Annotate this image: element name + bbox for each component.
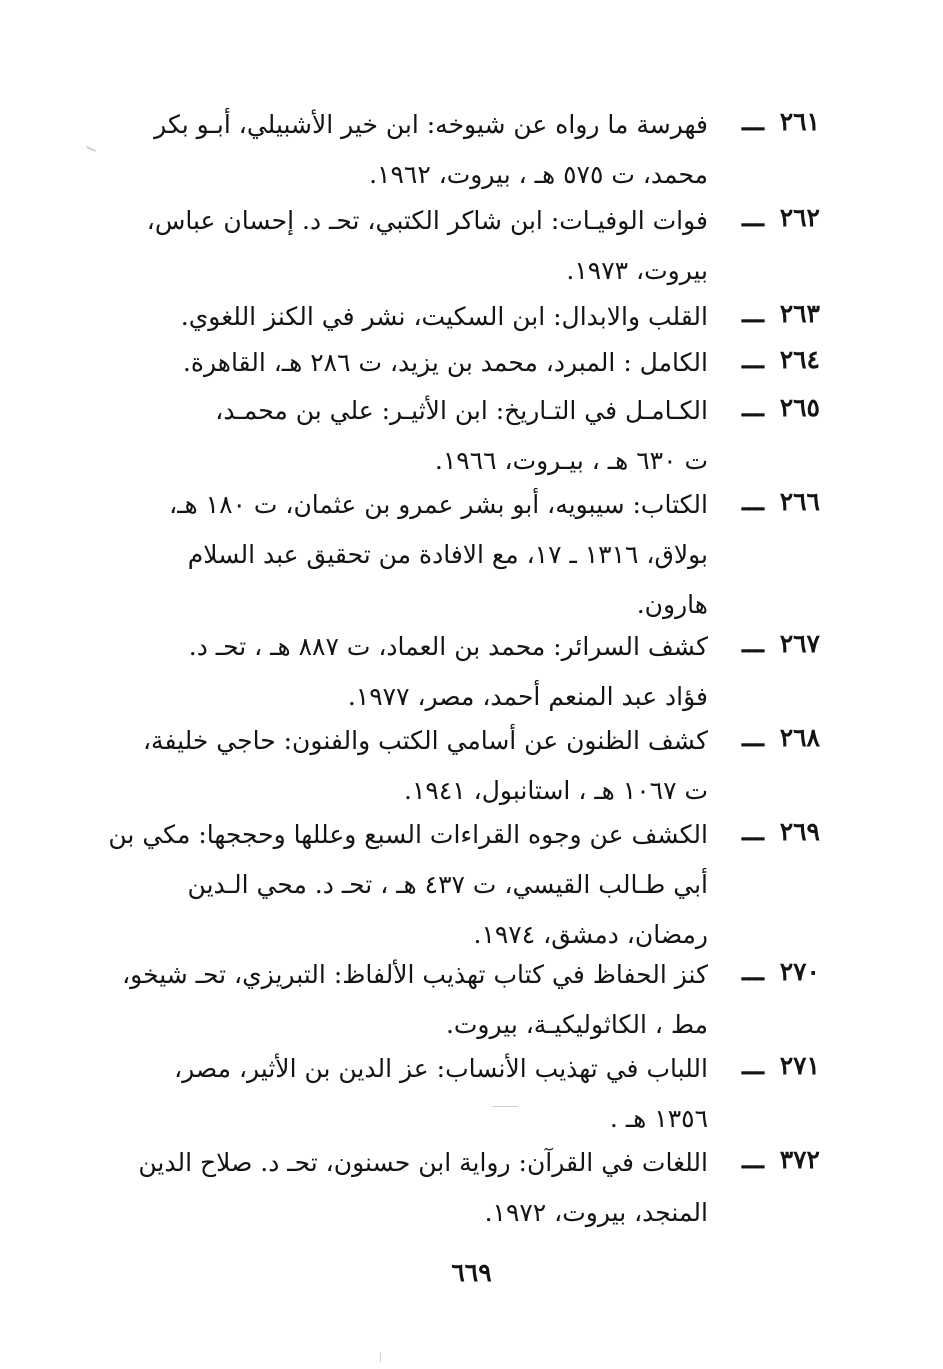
entry-line: بولاق، ١٣١٦ ـ ١٧، مع الافادة من تحقيق عبد السلام — [187, 540, 708, 569]
entry-text — [140, 196, 708, 296]
entry-dash: ـــ — [742, 345, 764, 374]
entry-line: كشف الظنون عن أسامي الكتب والفنون: حاجي خليفة، — [142, 726, 708, 755]
entry-line: الكامل : المبرد، محمد بن يزيد، ت ٢٨٦ هـ، القاهرة. — [182, 348, 708, 377]
entry-line: اللغات في القرآن: رواية ابن حسنون، تحـ د. صلاح الدين — [138, 1148, 708, 1177]
entry-line: الكشف عن وجوه القراءات السبع وعللها وحججها: مكي بن — [108, 820, 708, 849]
entry-number: ٢٧١ — [779, 1051, 820, 1080]
entry-dash: ـــ — [742, 203, 764, 232]
entry-dash: ـــ — [742, 629, 764, 658]
entry-number: ٢٦٦ — [779, 487, 820, 516]
bibliography-entry-262 — [140, 196, 820, 296]
entry-line: فهرسة ما رواه عن شيوخه: ابن خير الأشبيلي، أبـو بكر — [154, 110, 708, 139]
entry-number: ٢٦٣ — [779, 299, 820, 328]
entry-text — [140, 716, 708, 816]
entry-line: كشف السرائر: محمد بن العماد، ت ٨٨٧ هـ ، تحـ د. — [188, 632, 708, 661]
entry-text — [140, 1044, 708, 1144]
entry-dash: ـــ — [742, 107, 764, 136]
entry-line: ت ١٠٦٧ هـ ، استانبول، ١٩٤١. — [404, 776, 708, 805]
entry-text — [122, 950, 708, 1050]
entry-text — [108, 810, 708, 960]
bibliography-entry-268 — [140, 716, 820, 816]
entry-dash: ـــ — [742, 957, 764, 986]
entry-dash: ـــ — [742, 723, 764, 752]
entry-number: ٢٦٩ — [779, 817, 820, 846]
entry-line: هارون. — [636, 590, 708, 619]
entry-dash: ـــ — [742, 817, 764, 846]
entry-text — [140, 1138, 708, 1238]
entry-line: محمد، ت ٥٧٥ هـ ، بيروت، ١٩٦٢. — [369, 160, 708, 189]
bibliography-entry-265 — [140, 386, 820, 486]
entry-number: ٣٧٢ — [779, 1145, 820, 1174]
entry-number: ٢٦٨ — [779, 723, 820, 752]
entry-text — [140, 100, 708, 200]
scan-speck — [380, 1352, 381, 1362]
entry-text — [140, 622, 708, 722]
entry-line: أبي طـالب القيسي، ت ٤٣٧ هـ ، تحـ د. محي الـدين — [187, 870, 708, 899]
entry-number: ٢٦١ — [779, 107, 820, 136]
entry-line: الكـامـل في التـاريخ: ابن الأثيـر: علي بن محمـد، — [215, 396, 708, 425]
entry-line: الكتاب: سيبويه، أبو بشر عمرو بن عثمان، ت ١٨٠ هـ، — [169, 490, 708, 519]
scan-speck — [492, 1106, 518, 1107]
bibliography-entry-270 — [122, 950, 820, 1050]
bibliography-entry-372 — [140, 1138, 820, 1238]
entry-number: ٢٧٠ — [779, 957, 820, 986]
entry-dash: ـــ — [742, 487, 764, 516]
entry-dash: ـــ — [742, 1051, 764, 1080]
entry-line: بيروت، ١٩٧٣. — [566, 256, 708, 285]
entry-number: ٢٦٢ — [779, 203, 820, 232]
entry-number: ٢٦٧ — [779, 629, 820, 658]
bibliography-entry-264 — [140, 338, 820, 388]
entry-line: كنز الحفاظ في كتاب تهذيب الألفاظ: التبريزي، تحـ شيخو، — [122, 960, 708, 989]
entry-text — [140, 292, 708, 342]
entry-line: القلب والابدال: ابن السكيت، نشر في الكنز اللغوي. — [180, 302, 708, 331]
entry-line: المنجد، بيروت، ١٩٧٢. — [484, 1198, 708, 1227]
bibliography-entry-266 — [140, 480, 820, 630]
entry-text — [140, 480, 708, 630]
entry-line: ت ٦٣٠ هـ ، بيـروت، ١٩٦٦. — [434, 446, 708, 475]
entry-dash: ـــ — [742, 1145, 764, 1174]
bibliography-entry-271 — [140, 1044, 820, 1144]
entry-line: اللباب في تهذيب الأنساب: عز الدين بن الأثير، مصر، — [174, 1054, 708, 1083]
entry-number: ٢٦٤ — [779, 345, 820, 374]
bibliography-entry-261 — [140, 100, 820, 200]
entry-line: رمضان، دمشق، ١٩٧٤. — [473, 920, 708, 949]
scan-speck — [86, 146, 96, 152]
entry-line: مط ، الكاثوليكيـة، بيروت. — [445, 1010, 708, 1039]
bibliography-entry-269 — [108, 810, 820, 960]
entry-text — [140, 386, 708, 486]
entry-line: ١٣٥٦ هـ . — [609, 1104, 708, 1133]
entry-dash: ـــ — [742, 393, 764, 422]
page-number: ٦٦٩ — [451, 1258, 492, 1287]
entry-text — [140, 338, 708, 388]
entry-number: ٢٦٥ — [779, 393, 820, 422]
entry-line: فوات الوفيـات: ابن شاكر الكتبي، تحـ د. إحسان عباس، — [146, 206, 708, 235]
entry-dash: ـــ — [742, 299, 764, 328]
bibliography-entry-267 — [140, 622, 820, 722]
entry-line: فؤاد عبد المنعم أحمد، مصر، ١٩٧٧. — [347, 682, 708, 711]
bibliography-entry-263 — [140, 292, 820, 342]
